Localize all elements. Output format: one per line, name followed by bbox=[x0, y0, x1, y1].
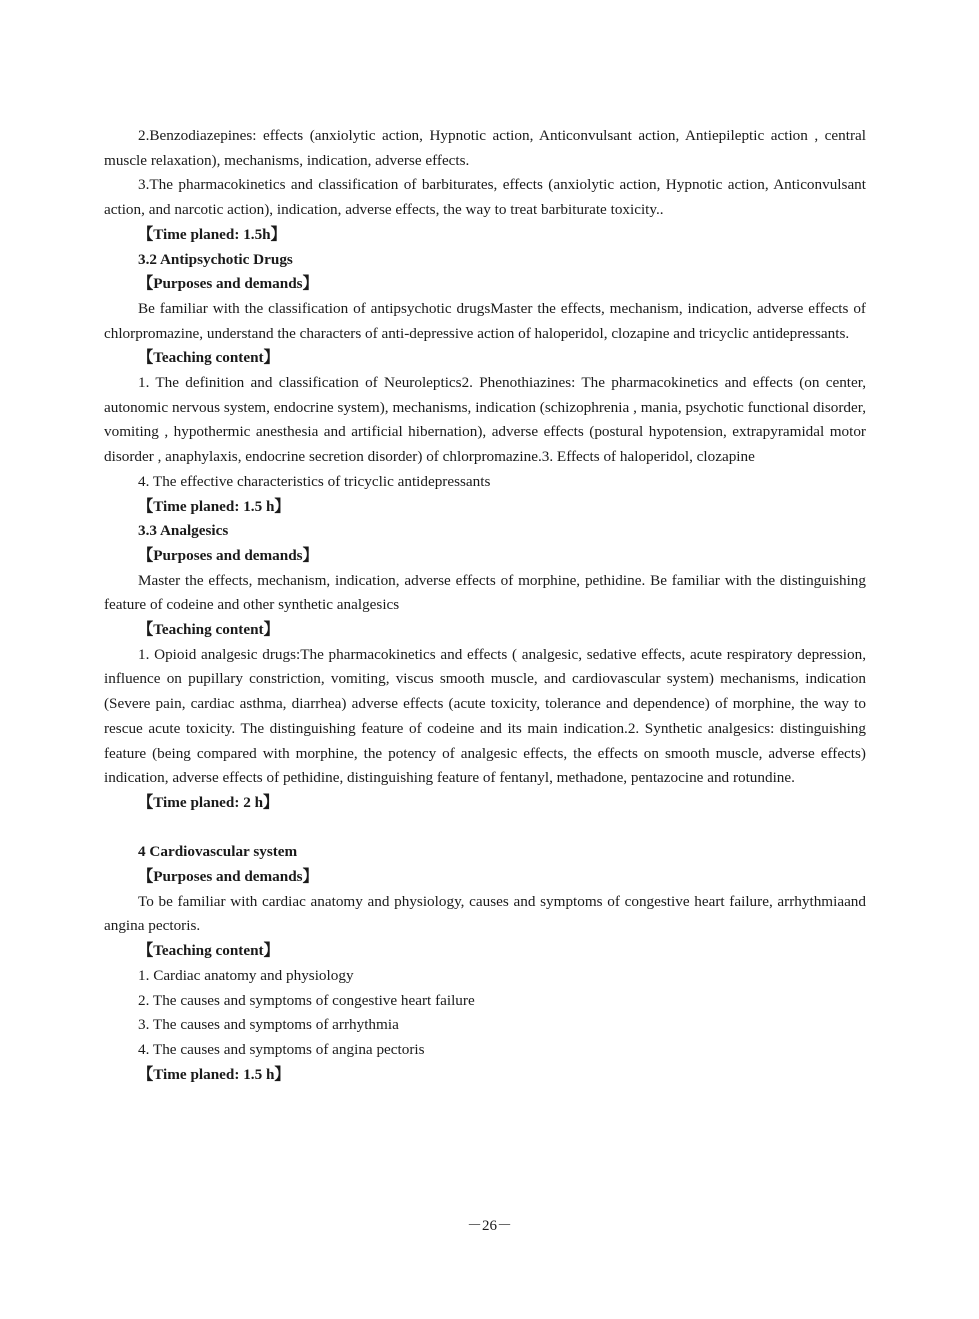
teaching-content-heading: 【Teaching content】 bbox=[138, 349, 279, 367]
section-heading-4: 4 Cardiovascular system bbox=[138, 843, 298, 861]
section-heading-3-3: 3.3 Analgesics bbox=[138, 522, 229, 540]
page-number: －26－ bbox=[466, 1218, 512, 1234]
list-item: 3. The causes and symptoms of arrhythmia bbox=[138, 1016, 399, 1034]
section-heading-3-2: 3.2 Antipsychotic Drugs bbox=[138, 250, 293, 268]
purposes-heading: 【Purposes and demands】 bbox=[138, 868, 318, 886]
time-planned-label: 【Time planed: 1.5 h】 bbox=[138, 497, 290, 515]
teaching-content-heading: 【Teaching content】 bbox=[138, 621, 279, 639]
time-planned-label: 【Time planed: 1.5h】 bbox=[138, 225, 286, 243]
purposes-heading: 【Purposes and demands】 bbox=[138, 275, 318, 293]
paragraph-neuroleptics: 1. The definition and classification of Neuroleptics2. Phenothiazines: The pharmacokinetics and effects (on center, autonomic nervous system, endocrine system), mechanisms, indication (schizophrenia , mania, psychotic functional disorder, vomiting , hypothermic anesthesia and artificial hibernation), adverse effects (postural hypotension, extrapyramidal motor disorder , anaphylaxis, endocrine secretion disorder) of chlorpromazine.3. Effects of haloperidol, clozapine bbox=[104, 374, 866, 466]
paragraph-cardiovascular-purposes: To be familiar with cardiac anatomy and physiology, causes and symptoms of congestive heart failure, arrhythmiaand angina pectoris. bbox=[104, 892, 866, 935]
time-planned-label: 【Time planed: 1.5 h】 bbox=[138, 1065, 290, 1083]
list-item: 4. The causes and symptoms of angina pectoris bbox=[138, 1041, 425, 1058]
list-item: 1. Cardiac anatomy and physiology bbox=[138, 966, 354, 984]
paragraph-barbiturates: 3.The pharmacokinetics and classification of barbiturates, effects (anxiolytic action, Hypnotic action, Anticonvulsant action, and narcotic action), indication, adverse effects, the way to treat barbiturate toxicity.. bbox=[104, 176, 866, 219]
paragraph-opioid: 1. Opioid analgesic drugs:The pharmacokinetics and effects ( analgesic, sedative effects, acute respiratory depression, influence on pupillary constriction, vomiting, viscus smooth muscle, and cardiovascular system) mechanisms, indication (Severe pain, cardiac asthma, diarrhea) adverse effects (acute toxicity, tolerance and dependence) of morphine, the way to rescue acute toxicity. The distinguishing feature of codeine and its main indication.2. Synthetic analgesics: distinguishing feature (being compared with morphine, the potency of analgesic effects, the effects on smooth muscle, adverse effects) indication, adverse effects of pethidine, distinguishing feature of fentanyl, methadone, pentazocine and rotundine. bbox=[104, 645, 866, 787]
spacer bbox=[104, 816, 866, 841]
list-item: 2. The causes and symptoms of congestive heart failure bbox=[138, 991, 475, 1009]
time-planned-label: 【Time planed: 2 h】 bbox=[138, 793, 279, 811]
paragraph-analgesics-purposes: Master the effects, mechanism, indication, adverse effects of morphine, pethidine. Be familiar with the distinguishing feature of codeine and other synthetic analgesics bbox=[104, 571, 866, 614]
paragraph-tricyclic: 4. The effective characteristics of tricyclic antidepressants bbox=[138, 472, 491, 490]
paragraph-antipsychotic-purposes: Be familiar with the classification of antipsychotic drugsMaster the effects, mechanism, indication, adverse effects of chlorpromazine, understand the characters of anti-depressive action of haloperidol, clozapine and tricyclic antidepressants. bbox=[104, 299, 866, 342]
purposes-heading: 【Purposes and demands】 bbox=[138, 546, 318, 564]
document-body bbox=[104, 124, 866, 1087]
paragraph-benzodiazepines: 2.Benzodiazepines: effects (anxiolytic action, Hypnotic action, Anticonvulsant action, Antiepileptic action , central muscle relaxation), mechanisms, indication, adverse effects. bbox=[104, 127, 866, 169]
teaching-content-heading: 【Teaching content】 bbox=[138, 942, 279, 960]
